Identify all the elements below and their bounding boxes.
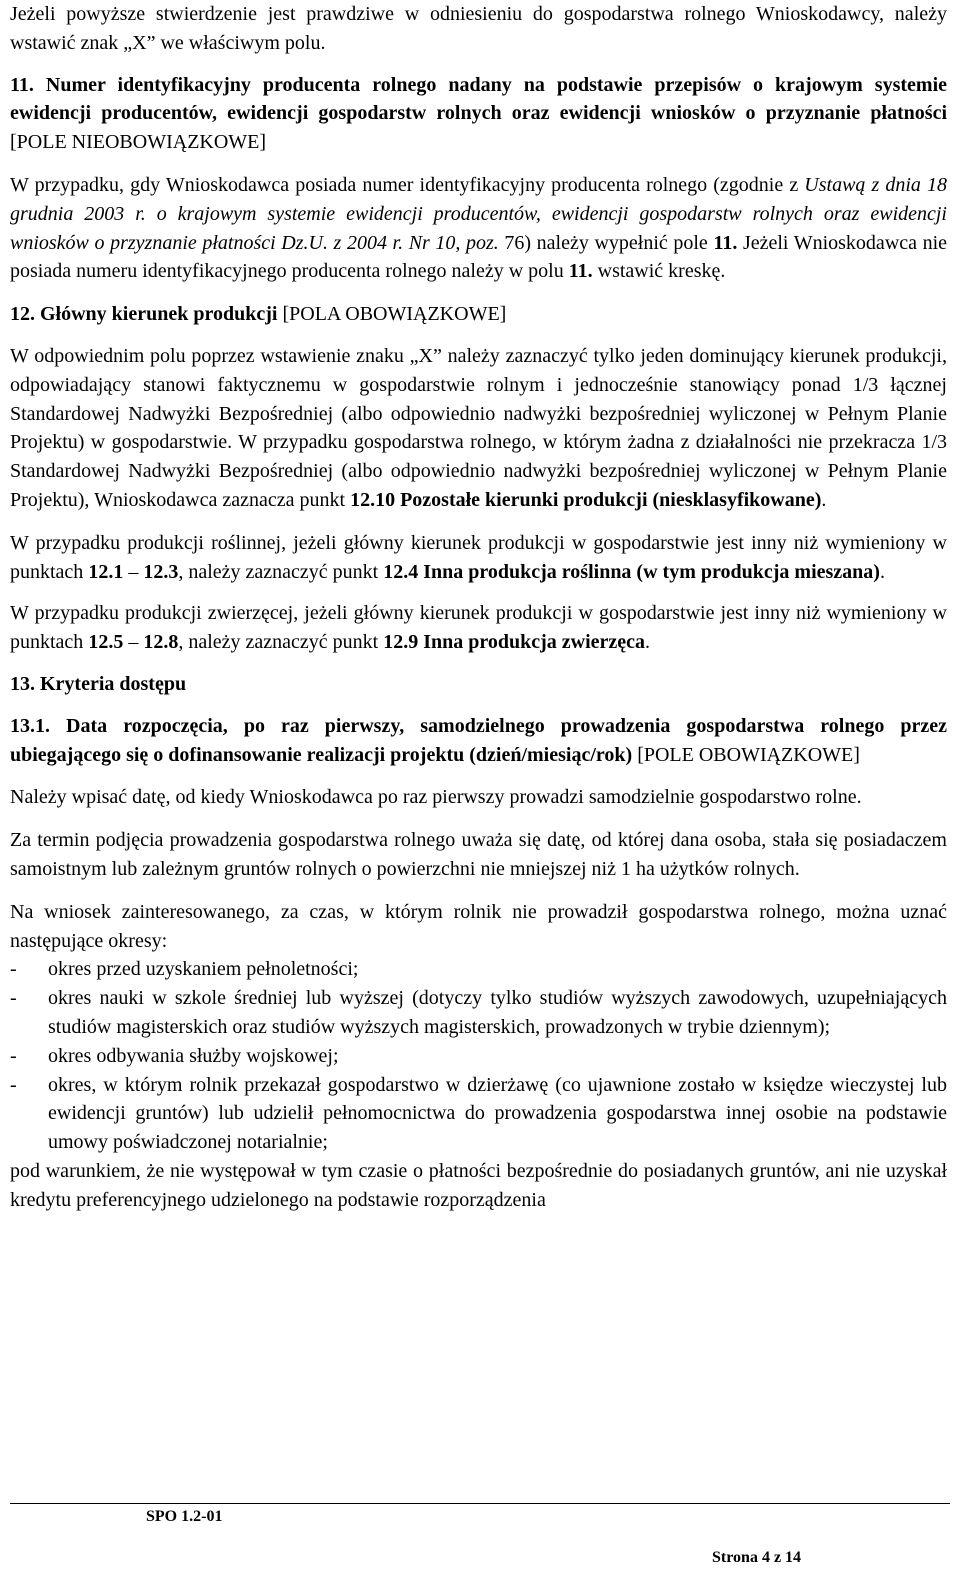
list-item: [10, 1071, 947, 1157]
section-13-paragraph-3: Na wniosek zainteresowanego, za czas, w którym rolnik nie prowadził gospodarstwa rolnego, można uznać następujące okresy:: [10, 900, 947, 952]
list-item: [10, 984, 947, 1042]
section-11-heading: 11. Numer identyfikacyjny producenta rolnego nadany na podstawie przepisów o krajowym systemie ewidencji producentów, ewidencji gospodarstw rolnych oraz ewidencji wniosków o przyznanie płatności: [10, 73, 947, 125]
footer-page-number: Strona 4 z 14: [712, 1549, 802, 1566]
section-12-paragraph-2: [10, 529, 947, 587]
section-12-text: W przypadku produkcji zwierzęcej, jeżeli główny kierunek produkcji w gospodarstwie jest inny niż wymieniony w punktach: [10, 602, 947, 654]
point-ref: 12.5: [88, 631, 124, 654]
section-12-heading: 12. Główny kierunek produkcji: [10, 303, 278, 326]
section-12-text: W przypadku produkcji roślinnej, jeżeli główny kierunek produkcji w gospodarstwie jest inny niż wymieniony w punktach: [10, 531, 947, 583]
document-page: [10, 0, 947, 1214]
section-13-paragraph-4: pod warunkiem, że nie występował w tym czasie o płatności bezpośrednie do posiadanych gruntów, ani nie uzyskał kredytu preferencyjnego udzielonego na podstawie rozporządzenia: [10, 1159, 947, 1211]
list-item-text: okres odbywania służby wojskowej;: [48, 1044, 339, 1067]
point-ref: 12.4 Inna produkcja roślinna (w tym produkcja mieszana): [383, 560, 880, 583]
list-dash: -: [10, 987, 17, 1010]
point-ref: 12.3: [143, 560, 179, 583]
section-11-body: [10, 171, 947, 286]
punctuation: .: [821, 488, 827, 511]
point-ref: 12.8: [143, 631, 179, 654]
section-11-text-a: W przypadku, gdy Wnioskodawca posiada numer identyfikacyjny producenta rolnego (zgodnie z: [10, 173, 799, 196]
list-item-text: okres nauki w szkole średniej lub wyższej (dotyczy tylko studiów wyższych zawodowych, uzupełniających studiów magisterskich oraz studiów wyższych magisterskich, prowadzonych w trybie dziennym);: [48, 987, 947, 1038]
section-13-1-tag: [POLE OBOWIĄZKOWE]: [637, 743, 860, 766]
point-ref: 12.10 Pozostałe kierunki produkcji (niesklasyfikowane): [350, 488, 822, 511]
law-citation: Ustawą z dnia 18 grudnia 2003 r. o krajowym systemie ewidencji producentów, ewidencji gospodarstw rolnych oraz ewidencji wniosków o przyznanie płatności Dz.U. z 2004 r. Nr 10, poz.: [10, 173, 948, 254]
section-12-tag: [POLA OBOWIĄZKOWE]: [282, 303, 507, 326]
list-dash: -: [10, 1073, 17, 1096]
section-12-paragraph-3: [10, 599, 947, 657]
list-item: [10, 1042, 947, 1071]
dash: –: [123, 631, 139, 654]
section-11-text-d: wstawić kreskę.: [597, 260, 726, 283]
dash: –: [123, 560, 139, 583]
section-12-heading-paragraph: [10, 300, 947, 329]
list-item-text: okres przed uzyskaniem pełnoletności;: [48, 958, 359, 981]
field-ref: 11.: [713, 231, 738, 254]
list-item-text: okres, w którym rolnik przekazał gospodarstwo w dzierżawę (co ujawnione zostało w księdze wieczystej lub ewidencji gruntów) lub udzielił pełnomocnictwa do prowadzenia gospodarstwa innej osobie na podstawie umowy poświadczonej notarialnie;: [48, 1073, 947, 1154]
section-11-heading-paragraph: [10, 71, 947, 157]
section-12-text: , należy zaznaczyć punkt: [178, 560, 379, 583]
list-dash: -: [10, 958, 17, 981]
section-13-paragraph-1: Należy wpisać datę, od kiedy Wnioskodawca po raz pierwszy prowadzi samodzielnie gospodarstwo rolne.: [10, 786, 862, 809]
section-11-text-b: 76) należy wypełnić pole: [504, 231, 708, 254]
section-13-heading: 13. Kryteria dostępu: [10, 672, 187, 695]
periods-list: [10, 955, 947, 1157]
section-13-paragraph-2: Za termin podjęcia prowadzenia gospodarstwa rolnego uważa się datę, od której dana osoba, stała się posiadaczem samoistnym lub zależnym gruntów rolnych o powierzchni nie mniejszej niż 1 ha użytków rolnych.: [10, 829, 947, 880]
punctuation: .: [645, 631, 651, 654]
footer-document-code: SPO 1.2-01: [146, 1508, 223, 1525]
list-dash: -: [10, 1044, 17, 1067]
intro-paragraph: Jeżeli powyższe stwierdzenie jest prawdziwe w odniesieniu do gospodarstwa rolnego Wnioskodawcy, należy wstawić znak „X” we właściwym polu.: [10, 3, 947, 54]
point-ref: 12.9 Inna produkcja zwierzęca: [383, 631, 646, 654]
list-item: [10, 955, 947, 984]
section-12-text: W odpowiednim polu poprzez wstawienie znaku „X” należy zaznaczyć tylko jeden dominujący kierunek produkcji, odpowiadający stanowi faktycznemu w gospodarstwie rolnym i jednocześnie stanowiący ponad 1/3 łącznej Standardowej Nadwyżki Bezpośredniej (albo odpowiednio nadwyżki bezpośredniej wyliczonej w Pełnym Planie Projektu) w gospodarstwie. W przypadku gospodarstwa rolnego, w którym żadna z działalności nie przekracza 1/3 Standardowej Nadwyżki Bezpośredniej (albo odpowiednio nadwyżki bezpośredniej wyliczonej w Pełnym Planie Projektu), Wnioskodawca zaznacza punkt: [10, 344, 947, 511]
section-11-text-c: Jeżeli Wnioskodawca nie posiada numeru identyfikacyjnego producenta rolnego należy w polu: [10, 231, 948, 283]
field-ref: 11.: [568, 260, 593, 283]
punctuation: .: [879, 560, 885, 583]
section-13-1-heading: 13.1. Data rozpoczęcia, po raz pierwszy, samodzielnego prowadzenia gospodarstwa rolnego przez ubiegającego się o dofinansowanie realizacji projektu (dzień/miesiąc/rok): [10, 714, 947, 766]
point-ref: 12.1: [88, 560, 124, 583]
section-12-text: , należy zaznaczyć punkt: [178, 631, 379, 654]
section-12-paragraph-1: [10, 342, 947, 515]
section-13-1-heading-paragraph: [10, 712, 947, 770]
section-11-tag: [POLE NIEOBOWIĄZKOWE]: [10, 131, 267, 154]
